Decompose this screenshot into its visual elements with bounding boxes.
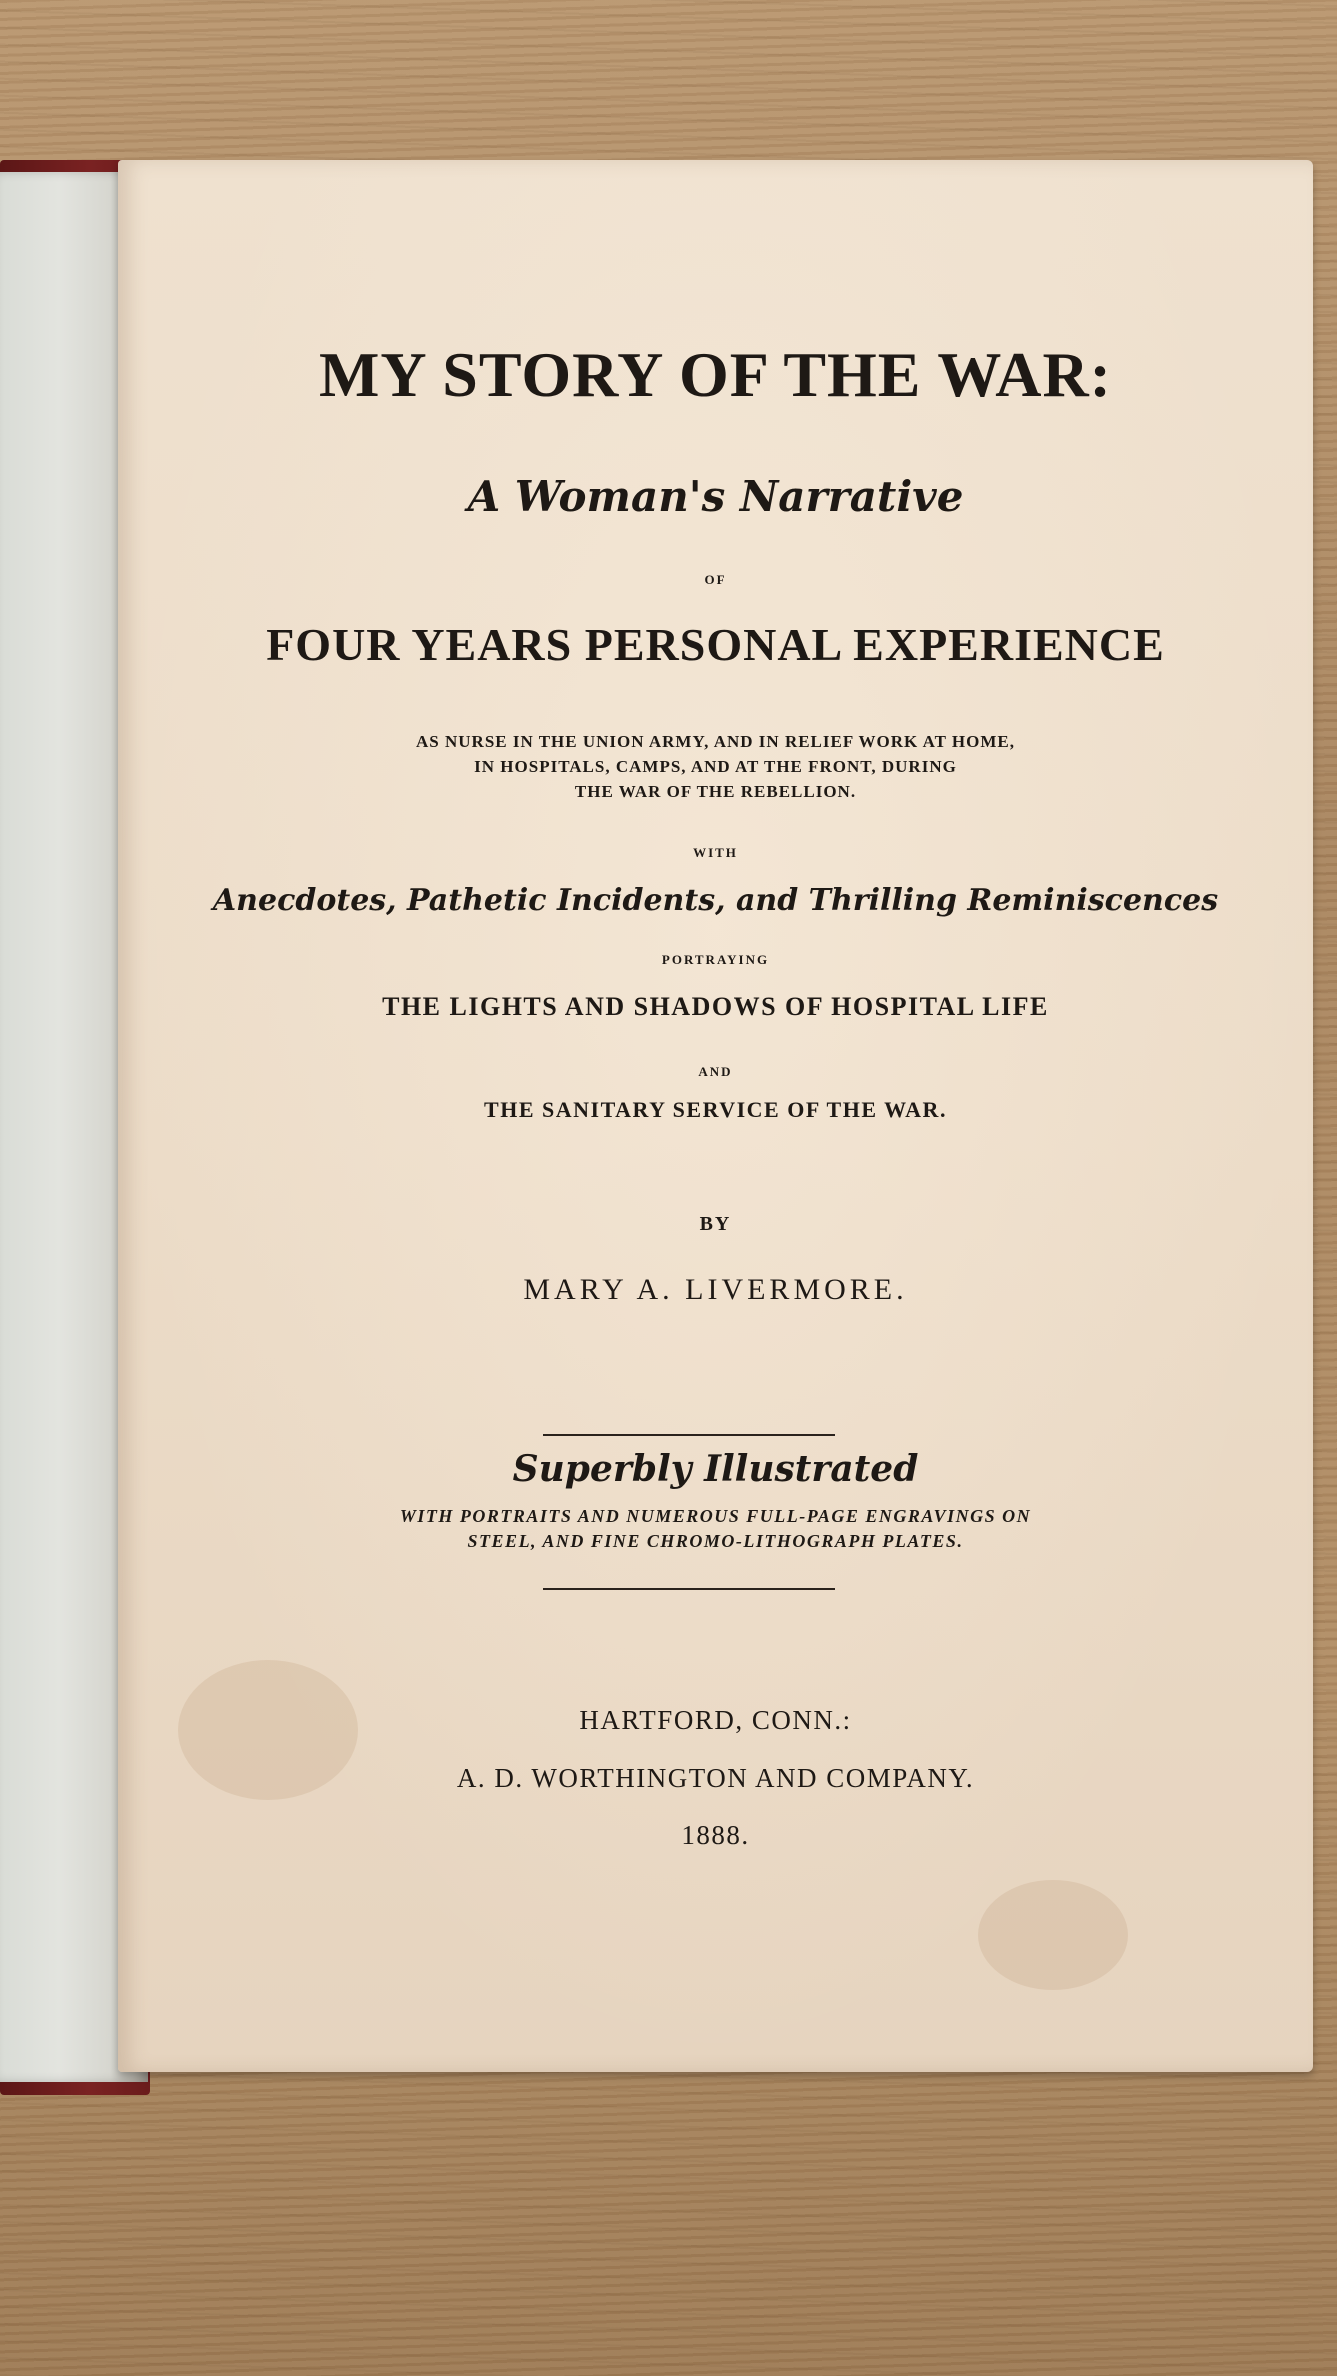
- publication-place: HARTFORD, CONN.:: [579, 1705, 852, 1735]
- divider-rule: [543, 1434, 835, 1436]
- title-page: [118, 160, 1313, 2072]
- connector-with: WITH: [693, 845, 738, 860]
- description-line: AS NURSE IN THE UNION ARMY, AND IN RELIEF WORK AT HOME,: [416, 732, 1015, 751]
- connector-portraying: PORTRAYING: [661, 952, 770, 967]
- publisher-name: A. D. WORTHINGTON AND COMPANY.: [456, 1763, 975, 1793]
- anecdotes-line: Anecdotes, Pathetic Incidents, and Thrilling Reminiscences: [212, 883, 1219, 918]
- description-line: IN HOSPITALS, CAMPS, AND AT THE FRONT, DURING: [474, 757, 957, 776]
- description-line: THE WAR OF THE REBELLION.: [574, 782, 857, 801]
- book-title: MY STORY OF THE WAR:: [319, 339, 1112, 410]
- paper-stain: [978, 1880, 1128, 1990]
- connector-and: AND: [698, 1064, 733, 1079]
- publication-year: 1888.: [681, 1820, 750, 1850]
- illustration-description-line: WITH PORTRAITS AND NUMEROUS FULL-PAGE ENGRAVINGS ON: [399, 1506, 1032, 1526]
- book-subtitle: A Woman's Narrative: [467, 472, 964, 521]
- illustrated-heading: Superbly Illustrated: [512, 1448, 919, 1490]
- lights-heading: THE LIGHTS AND SHADOWS OF HOSPITAL LIFE: [382, 992, 1049, 1021]
- connector-by: BY: [699, 1213, 732, 1235]
- sanitary-heading: THE SANITARY SERVICE OF THE WAR.: [484, 1097, 947, 1122]
- illustration-description-line: STEEL, AND FINE CHROMO-LITHOGRAPH PLATES.: [467, 1531, 964, 1551]
- divider-rule: [543, 1588, 835, 1590]
- experience-heading: FOUR YEARS PERSONAL EXPERIENCE: [266, 619, 1165, 670]
- connector-of: OF: [704, 572, 727, 587]
- author-name: MARY A. LIVERMORE.: [523, 1273, 908, 1306]
